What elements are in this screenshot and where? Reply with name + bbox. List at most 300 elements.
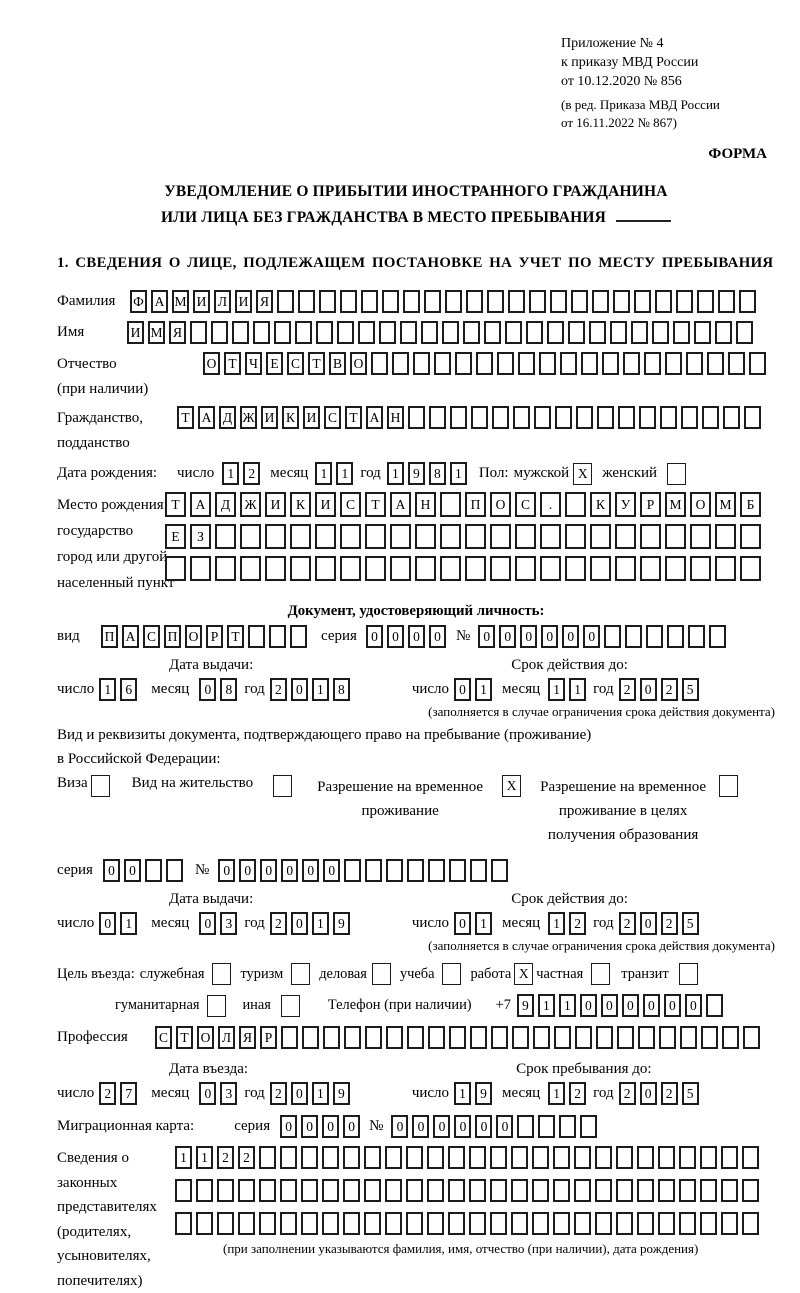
char-cell[interactable]: И — [127, 321, 144, 344]
char-cell[interactable]: А — [122, 625, 139, 648]
char-cell[interactable] — [638, 1026, 655, 1049]
char-cell[interactable] — [604, 625, 621, 648]
char-cell[interactable] — [344, 859, 361, 882]
char-cell[interactable] — [295, 321, 312, 344]
char-cell[interactable] — [490, 524, 511, 549]
char-cell[interactable] — [742, 1146, 759, 1169]
char-cell[interactable] — [448, 1146, 465, 1169]
char-cell[interactable] — [680, 1026, 697, 1049]
char-cell[interactable] — [742, 1179, 759, 1202]
char-cell[interactable] — [532, 1146, 549, 1169]
char-cell[interactable]: 0 — [412, 1115, 429, 1138]
char-cell[interactable]: 8 — [429, 462, 446, 485]
char-cell[interactable] — [749, 352, 766, 375]
char-cell[interactable]: У — [615, 492, 636, 517]
char-cell[interactable] — [259, 1146, 276, 1169]
char-cell[interactable]: 0 — [343, 1115, 360, 1138]
char-cell[interactable] — [358, 321, 375, 344]
char-cell[interactable] — [290, 625, 307, 648]
char-cell[interactable] — [196, 1179, 213, 1202]
char-cell[interactable]: 0 — [685, 994, 702, 1017]
char-cell[interactable] — [580, 1115, 597, 1138]
char-cell[interactable]: 0 — [562, 625, 579, 648]
char-cell[interactable]: 0 — [323, 859, 340, 882]
char-cell[interactable] — [364, 1179, 381, 1202]
char-cell[interactable] — [450, 406, 467, 429]
char-cell[interactable] — [610, 321, 627, 344]
char-cell[interactable] — [408, 406, 425, 429]
char-cell[interactable] — [406, 1146, 423, 1169]
char-cell[interactable] — [700, 1146, 717, 1169]
char-cell[interactable] — [343, 1179, 360, 1202]
char-cell[interactable] — [406, 1179, 423, 1202]
char-cell[interactable] — [448, 1212, 465, 1235]
char-cell[interactable]: 0 — [454, 678, 471, 701]
char-cell[interactable] — [595, 1146, 612, 1169]
char-cell[interactable]: П — [101, 625, 118, 648]
char-cell[interactable]: 2 — [270, 1082, 287, 1105]
char-cell[interactable] — [659, 1026, 676, 1049]
char-cell[interactable] — [676, 290, 693, 313]
char-cell[interactable] — [491, 1026, 508, 1049]
char-cell[interactable] — [508, 290, 525, 313]
char-cell[interactable]: 1 — [175, 1146, 192, 1169]
char-cell[interactable] — [617, 1026, 634, 1049]
char-cell[interactable] — [145, 859, 162, 882]
char-cell[interactable]: И — [261, 406, 278, 429]
char-cell[interactable] — [571, 290, 588, 313]
char-cell[interactable]: 5 — [682, 1082, 699, 1105]
char-cell[interactable] — [365, 556, 386, 581]
char-cell[interactable]: Я — [169, 321, 186, 344]
char-cell[interactable]: Я — [256, 290, 273, 313]
char-cell[interactable]: Е — [266, 352, 283, 375]
char-cell[interactable]: 1 — [454, 1082, 471, 1105]
char-cell[interactable]: 1 — [315, 462, 332, 485]
char-cell[interactable]: М — [172, 290, 189, 313]
char-cell[interactable] — [723, 406, 740, 429]
char-cell[interactable] — [211, 321, 228, 344]
purpose-official-checkbox[interactable] — [212, 963, 231, 985]
char-cell[interactable]: 0 — [199, 678, 216, 701]
char-cell[interactable] — [476, 352, 493, 375]
char-cell[interactable]: 0 — [281, 859, 298, 882]
char-cell[interactable] — [259, 1212, 276, 1235]
char-cell[interactable] — [706, 994, 723, 1017]
char-cell[interactable]: 0 — [322, 1115, 339, 1138]
char-cell[interactable] — [470, 859, 487, 882]
char-cell[interactable] — [565, 524, 586, 549]
char-cell[interactable]: 9 — [333, 1082, 350, 1105]
char-cell[interactable] — [238, 1212, 255, 1235]
char-cell[interactable] — [526, 321, 543, 344]
char-cell[interactable] — [392, 352, 409, 375]
char-cell[interactable]: И — [303, 406, 320, 429]
char-cell[interactable]: 7 — [120, 1082, 137, 1105]
char-cell[interactable] — [427, 1179, 444, 1202]
char-cell[interactable]: С — [287, 352, 304, 375]
char-cell[interactable]: 2 — [243, 462, 260, 485]
char-cell[interactable]: С — [324, 406, 341, 429]
char-cell[interactable] — [615, 556, 636, 581]
char-cell[interactable] — [690, 556, 711, 581]
purpose-business-checkbox[interactable] — [372, 963, 391, 985]
char-cell[interactable] — [565, 492, 586, 517]
char-cell[interactable]: 3 — [220, 1082, 237, 1105]
char-cell[interactable] — [590, 524, 611, 549]
char-cell[interactable]: Р — [206, 625, 223, 648]
char-cell[interactable]: 2 — [217, 1146, 234, 1169]
char-cell[interactable] — [538, 1115, 555, 1138]
char-cell[interactable] — [428, 859, 445, 882]
char-cell[interactable]: О — [203, 352, 220, 375]
char-cell[interactable] — [658, 1146, 675, 1169]
char-cell[interactable] — [238, 1179, 255, 1202]
purpose-study-checkbox[interactable] — [442, 963, 461, 985]
char-cell[interactable]: П — [164, 625, 181, 648]
char-cell[interactable] — [403, 290, 420, 313]
char-cell[interactable] — [445, 290, 462, 313]
char-cell[interactable] — [623, 352, 640, 375]
char-cell[interactable] — [240, 556, 261, 581]
char-cell[interactable] — [602, 352, 619, 375]
char-cell[interactable] — [415, 524, 436, 549]
char-cell[interactable]: 9 — [333, 912, 350, 935]
char-cell[interactable]: 0 — [664, 994, 681, 1017]
char-cell[interactable]: А — [366, 406, 383, 429]
char-cell[interactable]: 1 — [312, 678, 329, 701]
char-cell[interactable] — [265, 556, 286, 581]
char-cell[interactable]: 2 — [569, 1082, 586, 1105]
char-cell[interactable] — [487, 290, 504, 313]
char-cell[interactable] — [722, 1026, 739, 1049]
purpose-other-checkbox[interactable] — [281, 995, 300, 1017]
char-cell[interactable] — [688, 625, 705, 648]
char-cell[interactable]: Т — [177, 406, 194, 429]
char-cell[interactable] — [665, 556, 686, 581]
char-cell[interactable] — [574, 1146, 591, 1169]
char-cell[interactable] — [658, 1212, 675, 1235]
char-cell[interactable] — [301, 1179, 318, 1202]
char-cell[interactable] — [686, 352, 703, 375]
char-cell[interactable]: 0 — [99, 912, 116, 935]
char-cell[interactable]: 0 — [499, 625, 516, 648]
char-cell[interactable] — [465, 524, 486, 549]
char-cell[interactable] — [301, 1212, 318, 1235]
char-cell[interactable] — [319, 290, 336, 313]
char-cell[interactable] — [490, 556, 511, 581]
char-cell[interactable]: 0 — [260, 859, 277, 882]
char-cell[interactable] — [440, 492, 461, 517]
char-cell[interactable] — [302, 1026, 319, 1049]
char-cell[interactable]: 2 — [661, 912, 678, 935]
char-cell[interactable] — [511, 1179, 528, 1202]
char-cell[interactable] — [190, 321, 207, 344]
char-cell[interactable]: 1 — [196, 1146, 213, 1169]
char-cell[interactable] — [406, 1212, 423, 1235]
char-cell[interactable] — [574, 1179, 591, 1202]
char-cell[interactable] — [492, 406, 509, 429]
char-cell[interactable] — [175, 1212, 192, 1235]
char-cell[interactable] — [361, 290, 378, 313]
char-cell[interactable] — [215, 524, 236, 549]
char-cell[interactable]: 1 — [548, 912, 565, 935]
char-cell[interactable]: Б — [740, 492, 761, 517]
char-cell[interactable] — [337, 321, 354, 344]
char-cell[interactable]: 0 — [622, 994, 639, 1017]
char-cell[interactable]: 1 — [548, 1082, 565, 1105]
char-cell[interactable] — [721, 1212, 738, 1235]
char-cell[interactable] — [655, 290, 672, 313]
char-cell[interactable] — [449, 859, 466, 882]
char-cell[interactable]: Р — [260, 1026, 277, 1049]
char-cell[interactable] — [323, 1026, 340, 1049]
char-cell[interactable] — [440, 524, 461, 549]
char-cell[interactable] — [407, 1026, 424, 1049]
char-cell[interactable]: 0 — [302, 859, 319, 882]
char-cell[interactable]: Л — [218, 1026, 235, 1049]
char-cell[interactable] — [413, 352, 430, 375]
char-cell[interactable] — [700, 1212, 717, 1235]
char-cell[interactable] — [637, 1146, 654, 1169]
purpose-private-checkbox[interactable] — [591, 963, 610, 985]
char-cell[interactable] — [718, 290, 735, 313]
char-cell[interactable] — [673, 321, 690, 344]
char-cell[interactable]: О — [185, 625, 202, 648]
char-cell[interactable] — [721, 1146, 738, 1169]
char-cell[interactable] — [215, 556, 236, 581]
char-cell[interactable] — [505, 321, 522, 344]
char-cell[interactable] — [385, 1179, 402, 1202]
char-cell[interactable] — [553, 1146, 570, 1169]
char-cell[interactable]: Е — [165, 524, 186, 549]
temp-residence-edu-checkbox[interactable] — [719, 775, 738, 797]
char-cell[interactable]: Т — [227, 625, 244, 648]
char-cell[interactable]: 2 — [661, 678, 678, 701]
char-cell[interactable]: 0 — [291, 678, 308, 701]
char-cell[interactable] — [463, 321, 480, 344]
char-cell[interactable] — [365, 524, 386, 549]
char-cell[interactable] — [550, 290, 567, 313]
char-cell[interactable]: 2 — [270, 912, 287, 935]
char-cell[interactable] — [511, 1212, 528, 1235]
char-cell[interactable]: 1 — [312, 1082, 329, 1105]
char-cell[interactable] — [490, 1146, 507, 1169]
char-cell[interactable] — [448, 1179, 465, 1202]
char-cell[interactable]: О — [490, 492, 511, 517]
char-cell[interactable]: 2 — [619, 912, 636, 935]
char-cell[interactable]: Т — [165, 492, 186, 517]
char-cell[interactable]: 0 — [280, 1115, 297, 1138]
char-cell[interactable] — [574, 1212, 591, 1235]
char-cell[interactable] — [652, 321, 669, 344]
char-cell[interactable] — [660, 406, 677, 429]
char-cell[interactable]: М — [148, 321, 165, 344]
char-cell[interactable]: 2 — [238, 1146, 255, 1169]
char-cell[interactable]: 0 — [640, 678, 657, 701]
char-cell[interactable]: С — [143, 625, 160, 648]
female-checkbox[interactable] — [667, 463, 686, 485]
char-cell[interactable] — [429, 406, 446, 429]
char-cell[interactable]: О — [197, 1026, 214, 1049]
purpose-humanitarian-checkbox[interactable] — [207, 995, 226, 1017]
char-cell[interactable] — [491, 859, 508, 882]
char-cell[interactable] — [371, 352, 388, 375]
char-cell[interactable] — [315, 556, 336, 581]
char-cell[interactable]: 1 — [475, 678, 492, 701]
char-cell[interactable] — [365, 859, 382, 882]
char-cell[interactable]: 0 — [239, 859, 256, 882]
char-cell[interactable]: Я — [239, 1026, 256, 1049]
char-cell[interactable] — [466, 290, 483, 313]
char-cell[interactable] — [196, 1212, 213, 1235]
char-cell[interactable] — [679, 1212, 696, 1235]
char-cell[interactable] — [298, 290, 315, 313]
char-cell[interactable]: Т — [224, 352, 241, 375]
char-cell[interactable] — [613, 290, 630, 313]
char-cell[interactable] — [592, 290, 609, 313]
char-cell[interactable]: 1 — [336, 462, 353, 485]
char-cell[interactable] — [517, 1115, 534, 1138]
char-cell[interactable] — [532, 1212, 549, 1235]
char-cell[interactable]: Л — [214, 290, 231, 313]
char-cell[interactable] — [515, 556, 536, 581]
char-cell[interactable] — [415, 556, 436, 581]
char-cell[interactable] — [427, 1212, 444, 1235]
char-cell[interactable]: 1 — [222, 462, 239, 485]
char-cell[interactable]: 0 — [366, 625, 383, 648]
char-cell[interactable]: 0 — [103, 859, 120, 882]
char-cell[interactable]: 0 — [475, 1115, 492, 1138]
char-cell[interactable] — [274, 321, 291, 344]
char-cell[interactable] — [739, 290, 756, 313]
char-cell[interactable] — [385, 1212, 402, 1235]
char-cell[interactable] — [407, 859, 424, 882]
char-cell[interactable]: Ж — [240, 406, 257, 429]
char-cell[interactable] — [595, 1212, 612, 1235]
char-cell[interactable] — [340, 524, 361, 549]
char-cell[interactable]: Н — [415, 492, 436, 517]
char-cell[interactable] — [322, 1146, 339, 1169]
char-cell[interactable]: 2 — [569, 912, 586, 935]
char-cell[interactable]: 0 — [387, 625, 404, 648]
char-cell[interactable] — [565, 556, 586, 581]
char-cell[interactable] — [497, 352, 514, 375]
char-cell[interactable]: 2 — [99, 1082, 116, 1105]
char-cell[interactable] — [568, 321, 585, 344]
char-cell[interactable] — [625, 625, 642, 648]
char-cell[interactable] — [364, 1212, 381, 1235]
char-cell[interactable]: 1 — [569, 678, 586, 701]
char-cell[interactable] — [540, 556, 561, 581]
char-cell[interactable] — [533, 1026, 550, 1049]
char-cell[interactable]: 0 — [291, 1082, 308, 1105]
char-cell[interactable] — [175, 1179, 192, 1202]
char-cell[interactable] — [469, 1179, 486, 1202]
char-cell[interactable]: Ж — [240, 492, 261, 517]
char-cell[interactable] — [637, 1179, 654, 1202]
char-cell[interactable] — [640, 524, 661, 549]
char-cell[interactable]: 0 — [429, 625, 446, 648]
char-cell[interactable]: 0 — [601, 994, 618, 1017]
char-cell[interactable] — [217, 1212, 234, 1235]
char-cell[interactable]: 0 — [391, 1115, 408, 1138]
char-cell[interactable] — [679, 1179, 696, 1202]
temp-residence-checkbox[interactable]: X — [502, 775, 521, 797]
char-cell[interactable] — [597, 406, 614, 429]
char-cell[interactable] — [740, 556, 761, 581]
char-cell[interactable] — [540, 524, 561, 549]
char-cell[interactable]: С — [340, 492, 361, 517]
char-cell[interactable]: С — [155, 1026, 172, 1049]
char-cell[interactable] — [547, 321, 564, 344]
char-cell[interactable] — [744, 406, 761, 429]
char-cell[interactable] — [690, 524, 711, 549]
char-cell[interactable] — [465, 556, 486, 581]
char-cell[interactable]: 9 — [517, 994, 534, 1017]
char-cell[interactable] — [618, 406, 635, 429]
char-cell[interactable] — [681, 406, 698, 429]
char-cell[interactable] — [490, 1179, 507, 1202]
char-cell[interactable] — [728, 352, 745, 375]
char-cell[interactable]: 0 — [433, 1115, 450, 1138]
char-cell[interactable] — [694, 321, 711, 344]
char-cell[interactable]: С — [515, 492, 536, 517]
char-cell[interactable] — [743, 1026, 760, 1049]
char-cell[interactable]: . — [540, 492, 561, 517]
char-cell[interactable]: Н — [387, 406, 404, 429]
char-cell[interactable] — [442, 321, 459, 344]
char-cell[interactable] — [665, 352, 682, 375]
char-cell[interactable]: И — [235, 290, 252, 313]
char-cell[interactable] — [736, 321, 753, 344]
char-cell[interactable] — [340, 556, 361, 581]
char-cell[interactable] — [248, 625, 265, 648]
char-cell[interactable] — [589, 321, 606, 344]
char-cell[interactable] — [631, 321, 648, 344]
char-cell[interactable]: 0 — [541, 625, 558, 648]
char-cell[interactable]: 9 — [475, 1082, 492, 1105]
char-cell[interactable]: О — [690, 492, 711, 517]
char-cell[interactable] — [576, 406, 593, 429]
char-cell[interactable] — [217, 1179, 234, 1202]
char-cell[interactable] — [616, 1179, 633, 1202]
char-cell[interactable] — [553, 1212, 570, 1235]
char-cell[interactable] — [471, 406, 488, 429]
char-cell[interactable]: 6 — [120, 678, 137, 701]
char-cell[interactable] — [616, 1146, 633, 1169]
char-cell[interactable] — [301, 1146, 318, 1169]
char-cell[interactable] — [554, 1026, 571, 1049]
char-cell[interactable] — [658, 1179, 675, 1202]
char-cell[interactable]: 1 — [312, 912, 329, 935]
char-cell[interactable]: 1 — [559, 994, 576, 1017]
char-cell[interactable] — [322, 1179, 339, 1202]
char-cell[interactable]: П — [465, 492, 486, 517]
char-cell[interactable]: 0 — [199, 912, 216, 935]
char-cell[interactable] — [455, 352, 472, 375]
char-cell[interactable]: Т — [345, 406, 362, 429]
char-cell[interactable] — [470, 1026, 487, 1049]
char-cell[interactable] — [637, 1212, 654, 1235]
char-cell[interactable]: М — [715, 492, 736, 517]
char-cell[interactable]: Т — [308, 352, 325, 375]
char-cell[interactable]: 0 — [291, 912, 308, 935]
char-cell[interactable] — [280, 1179, 297, 1202]
char-cell[interactable] — [665, 524, 686, 549]
char-cell[interactable] — [343, 1146, 360, 1169]
char-cell[interactable]: Т — [365, 492, 386, 517]
